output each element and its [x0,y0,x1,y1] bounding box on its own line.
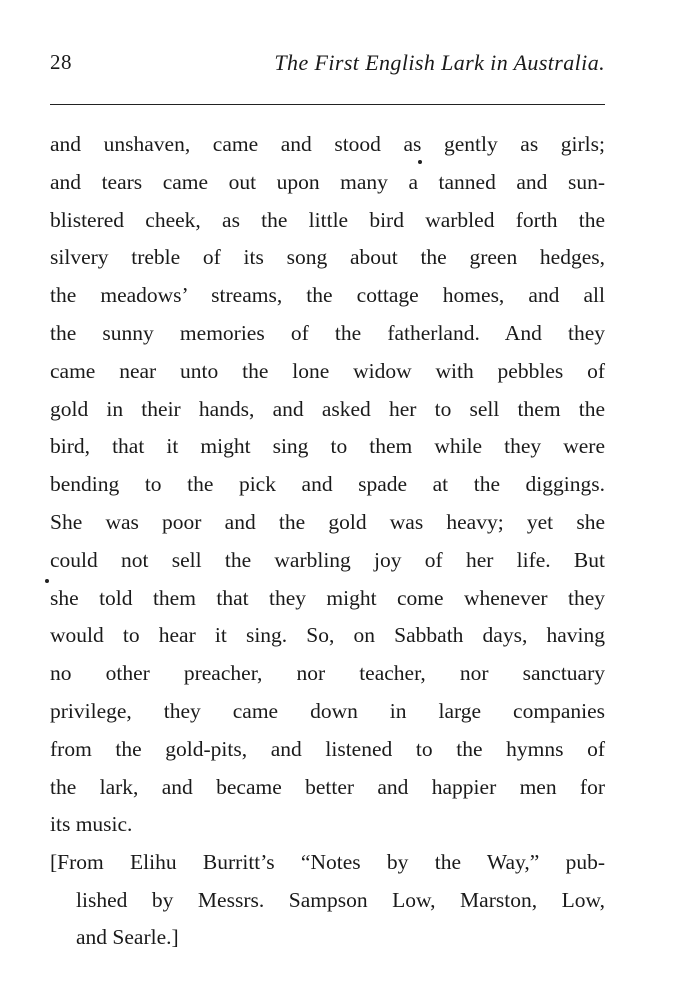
body-line: the meadows’ streams, the cottage homes, and all [50,283,605,308]
source-citation [50,844,605,957]
body-text [50,126,605,844]
citation-line: and Searle.] [76,925,179,949]
running-head [50,50,605,84]
body-line: gold in their hands, and asked her to sell them the [50,396,605,421]
body-line: and tears came out upon many a tanned and sun- [50,169,605,194]
body-line: the lark, and became better and happier men for [50,774,605,799]
body-line: privilege, they came down in large companies [50,698,605,723]
body-line: bird, that it might sing to them while they were [50,434,605,459]
body-line: silvery treble of its song about the green hedges, [50,245,605,270]
citation-line: lished by Messrs. Sampson Low, Marston, Low, [76,887,605,912]
running-title: The First English Lark in Australia. [274,50,605,75]
body-line: the sunny memories of the fatherland. And they [50,320,605,345]
ink-speck [418,160,422,164]
body-line: no other preacher, nor teacher, nor sanctuary [50,661,605,686]
body-line: its music. [50,812,133,837]
body-line: bending to the pick and spade at the diggings. [50,472,605,497]
header-rule [50,104,605,105]
body-line: could not sell the warbling joy of her life. But [50,547,605,572]
body-line: came near unto the lone widow with pebbles of [50,358,605,383]
citation-line: [From Elihu Burritt’s “Notes by the Way,” pub- [50,850,605,874]
body-line: blistered cheek, as the little bird warbled forth the [50,207,605,232]
body-line: She was poor and the gold was heavy; yet she [50,509,605,534]
body-line: from the gold-pits, and listened to the hymns of [50,736,605,761]
body-line: would to hear it sing. So, on Sabbath days, having [50,623,605,648]
body-line: she told them that they might come whenever they [50,585,605,610]
body-line: and unshaven, came and stood as gently as girls; [50,132,605,156]
ink-speck [45,579,49,583]
page-number: 28 [50,50,72,74]
